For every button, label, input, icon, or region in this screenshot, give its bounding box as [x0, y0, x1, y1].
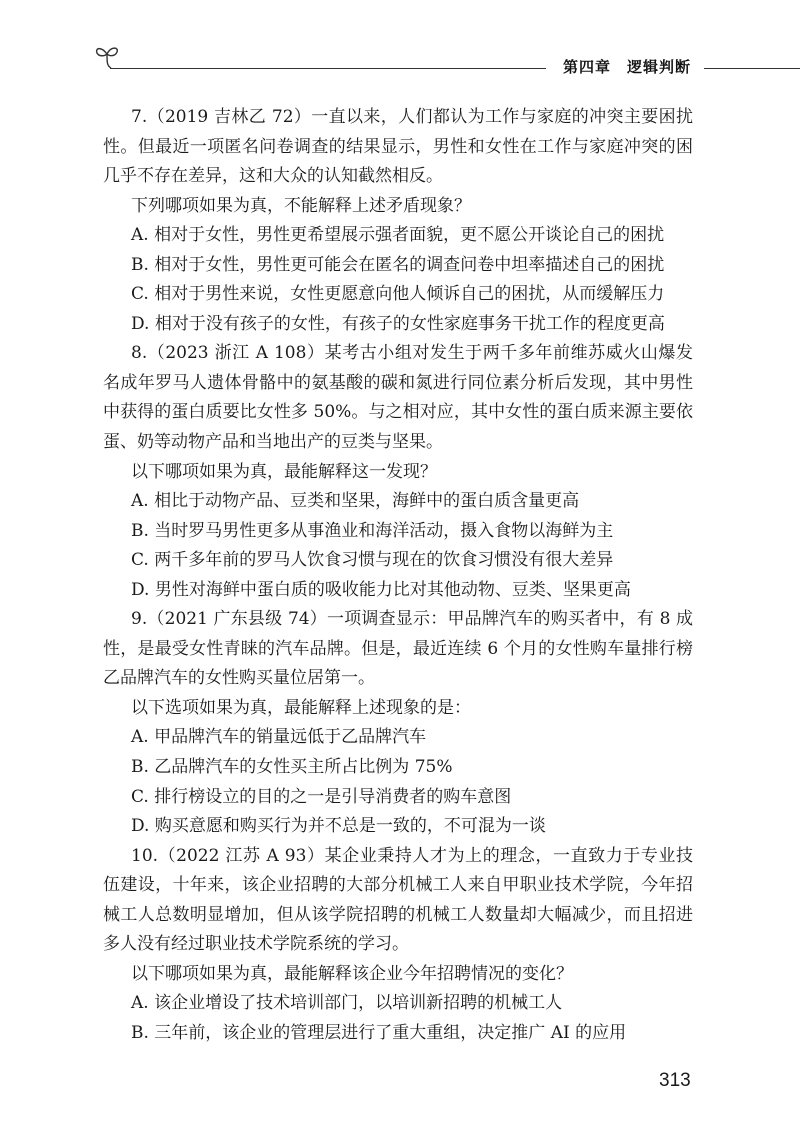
question-stem-line: 械工人总数明显增加，但从该学院招聘的机械工人数量却大幅减少，而且招进	[103, 904, 693, 925]
question-stem-line: 名成年罗马人遗体骨骼中的氨基酸的碳和氮进行同位素分析后发现，其中男性	[103, 372, 693, 393]
answer-option: B. 乙品牌汽车的女性买主所占比例为 75%	[131, 757, 453, 778]
answer-option: A. 相对于女性，男性更希望展示强者面貌，更不愿公开谈论自己的困扰	[131, 225, 665, 246]
answer-option: D. 购买意愿和购买行为并不总是一致的，不可混为一谈	[131, 816, 546, 837]
answer-option: A. 甲品牌汽车的销量远低于乙品牌汽车	[131, 727, 427, 748]
question-prompt: 以下哪项如果为真，最能解释这一发现？	[131, 461, 437, 482]
answer-option: A. 该企业增设了技术培训部门，以培训新招聘的机械工人	[131, 993, 563, 1014]
question-stem-line: 性。但最近一项匿名问卷调查的结果显示，男性和女性在工作与家庭冲突的困	[103, 136, 693, 157]
chapter-title: 第四章 逻辑判断	[563, 58, 692, 76]
question-stem-line: 8.（2023 浙江 A 108）某考古小组对发生于两千多年前维苏威火山爆发	[131, 343, 693, 364]
question-stem-line: 性，是最受女性青睐的汽车品牌。但是，最近连续 6 个月的女性购车量排行榜	[103, 638, 693, 659]
question-prompt: 以下哪项如果为真，最能解释该企业今年招聘情况的变化？	[131, 963, 573, 984]
question-prompt: 以下选项如果为真，最能解释上述现象的是：	[131, 697, 471, 718]
answer-option: A. 相比于动物产品、豆类和坚果，海鲜中的蛋白质含量更高	[131, 491, 580, 512]
answer-option: B. 当时罗马男性更多从事渔业和海洋活动，摄入食物以海鲜为主	[131, 520, 614, 541]
question-stem-line: 中获得的蛋白质要比女性多 50%。与之相对应，其中女性的蛋白质来源主要依	[103, 402, 693, 423]
answer-option: D. 相对于没有孩子的女性，有孩子的女性家庭事务干扰工作的程度更高	[131, 313, 665, 334]
header-rule-left	[110, 68, 546, 69]
question-prompt: 下列哪项如果为真，不能解释上述矛盾现象？	[131, 195, 471, 216]
answer-option: C. 两千多年前的罗马人饮食习惯与现在的饮食习惯没有很大差异	[131, 550, 614, 571]
answer-option: B. 相对于女性，男性更可能会在匿名的调查问卷中坦率描述自己的困扰	[131, 254, 665, 275]
page-number: 313	[659, 1070, 691, 1091]
answer-option: C. 排行榜设立的目的之一是引导消费者的购车意图	[131, 786, 512, 807]
question-stem-line: 蛋、奶等动物产品和当地出产的豆类与坚果。	[103, 432, 443, 453]
question-stem-line: 伍建设，十年来，该企业招聘的大部分机械工人来自甲职业技术学院，今年招	[103, 875, 693, 896]
question-stem-line: 9.（2021 广东县级 74）一项调查显示：甲品牌汽车的购买者中，有 8 成	[131, 609, 693, 630]
question-stem-line: 10.（2022 江苏 A 93）某企业秉持人才为上的理念，一直致力于专业技	[131, 845, 693, 866]
answer-option: B. 三年前，该企业的管理层进行了重大重组，决定推广 AI 的应用	[131, 1022, 627, 1043]
answer-option: D. 男性对海鲜中蛋白质的吸收能力比对其他动物、豆类、坚果更高	[131, 579, 631, 600]
answer-option: C. 相对于男性来说，女性更愿意向他人倾诉自己的困扰，从而缓解压力	[131, 284, 665, 305]
question-stem-line: 几乎不存在差异，这和大众的认知截然相反。	[103, 166, 443, 187]
question-stem-line: 乙品牌汽车的女性购买量位居第一。	[103, 668, 375, 689]
question-stem-line: 7.（2019 吉林乙 72）一直以来，人们都认为工作与家庭的冲突主要困扰	[131, 107, 693, 127]
question-stem-line: 多人没有经过职业技术学院系统的学习。	[103, 934, 409, 955]
page-content	[103, 103, 693, 1049]
header-rule-right	[704, 68, 800, 69]
